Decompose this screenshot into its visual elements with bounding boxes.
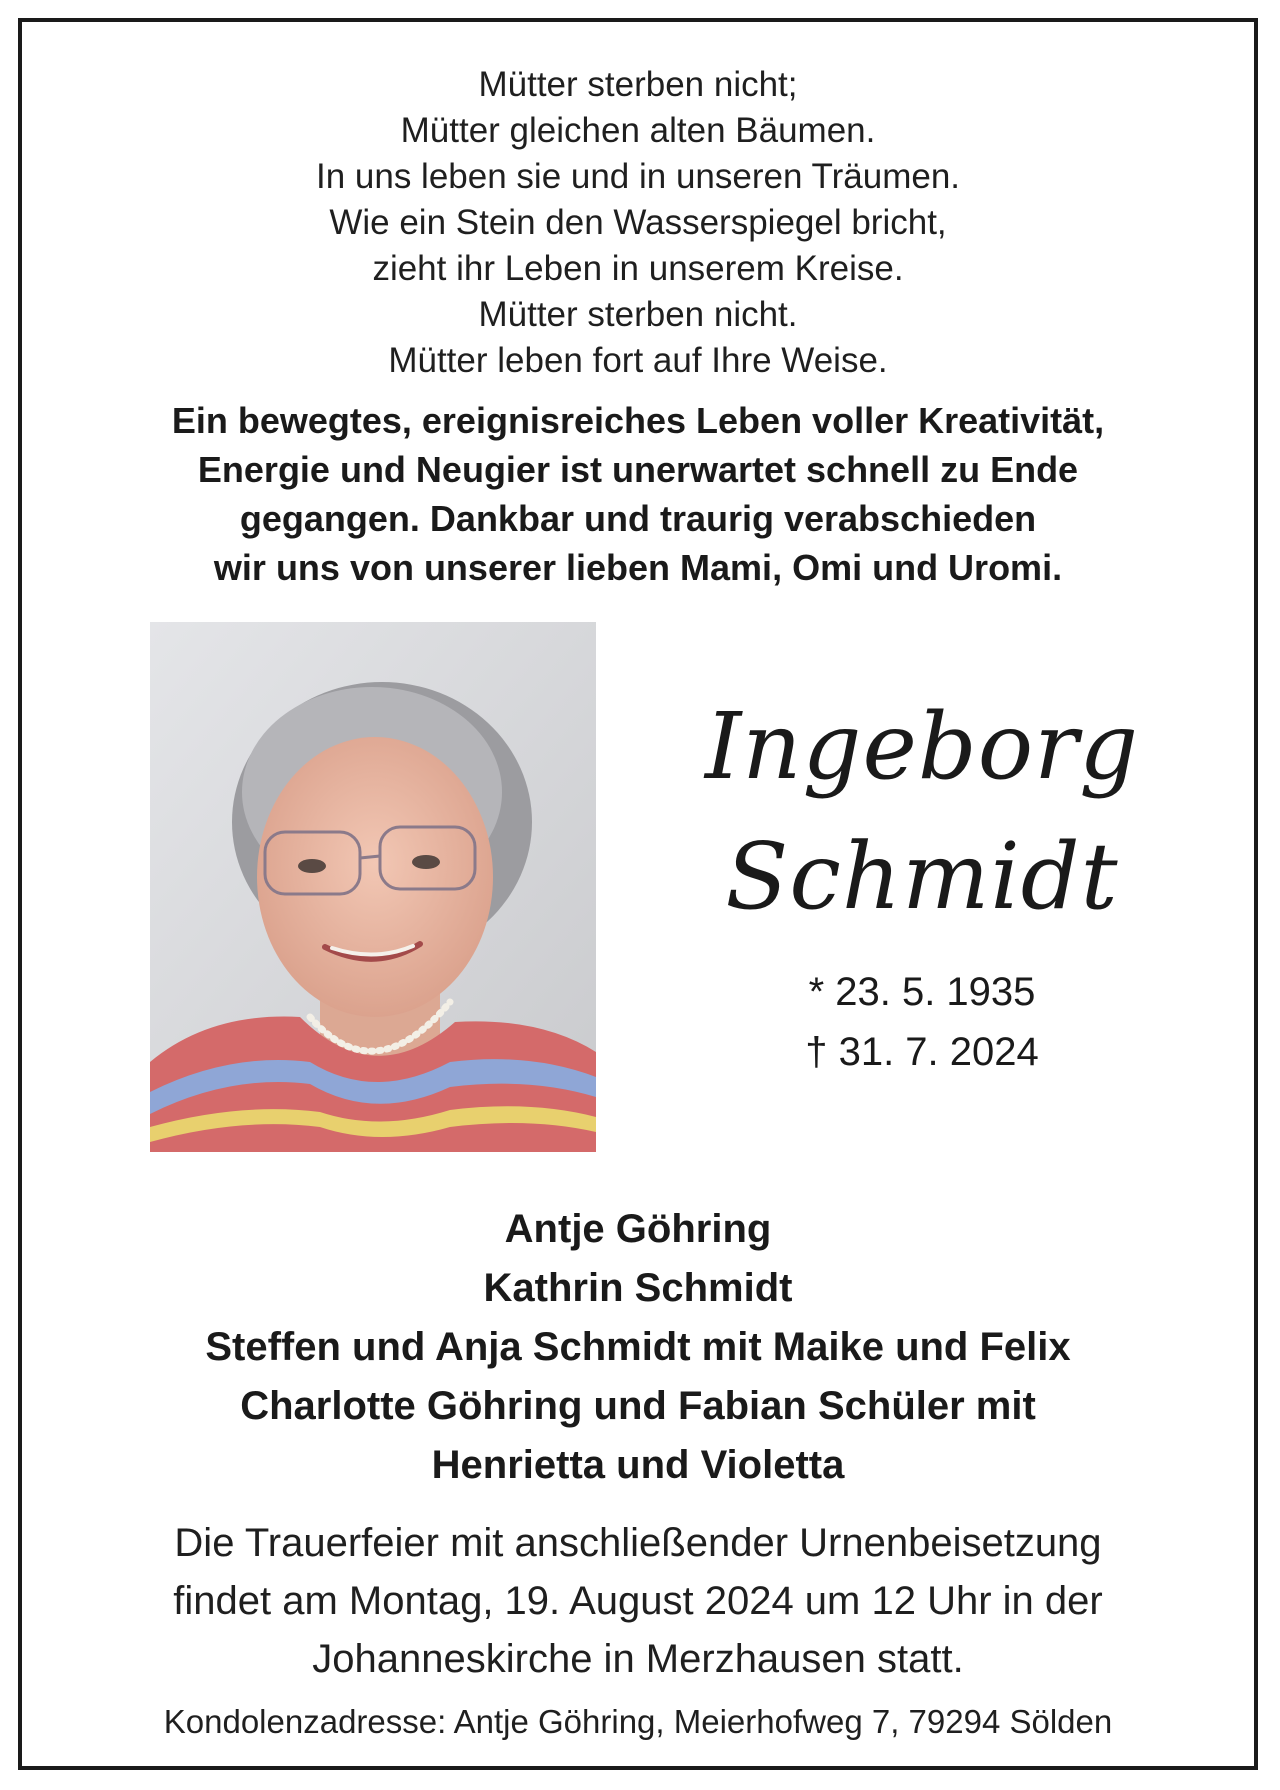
death-date: † 31. 7. 2024 [805, 1030, 1039, 1074]
intro-text [22, 396, 1254, 592]
poem-line: Mütter leben fort auf Ihre Weise. [388, 341, 888, 380]
family-line: Charlotte Göhring und Fabian Schüler mit [240, 1384, 1036, 1428]
poem-line: Mütter sterben nicht. [478, 295, 798, 334]
family-line: Antje Göhring [504, 1207, 772, 1251]
condolence-address: Kondolenzadresse: Antje Göhring, Meierhofweg 7, 79294 Sölden [163, 1703, 1113, 1740]
life-dates [662, 962, 1182, 1082]
service-line: Johanneskirche in Merzhausen statt. [312, 1637, 964, 1681]
birth-date: * 23. 5. 1935 [808, 970, 1036, 1014]
family-line: Henrietta und Violetta [431, 1443, 845, 1487]
intro-line: gegangen. Dankbar und traurig verabschieden [239, 498, 1037, 539]
intro-line: Ein bewegtes, ereignisreiches Leben voller Kreativität, [171, 400, 1105, 441]
poem-line: Mütter gleichen alten Bäumen. [400, 111, 876, 150]
funeral-service-info [22, 1514, 1254, 1688]
service-line: findet am Montag, 19. August 2024 um 12 Uhr in der [173, 1579, 1103, 1623]
family-line: Kathrin Schmidt [483, 1266, 793, 1310]
poem-line: In uns leben sie und in unseren Träumen. [315, 157, 961, 196]
poem [22, 62, 1254, 384]
poem-line: Mütter sterben nicht; [478, 65, 798, 104]
poem-line: zieht ihr Leben in unserem Kreise. [372, 249, 904, 288]
family-members [22, 1200, 1254, 1495]
intro-line: wir uns von unserer lieben Mami, Omi und Uromi. [213, 547, 1063, 588]
intro-line: Energie und Neugier ist unerwartet schnell zu Ende [197, 449, 1079, 490]
portrait-illustration [150, 622, 596, 1152]
portrait-photo [150, 622, 596, 1152]
poem-line: Wie ein Stein den Wasserspiegel bricht, [329, 203, 947, 242]
obituary-frame [18, 18, 1258, 1770]
last-name: Schmidt [725, 823, 1119, 930]
service-line: Die Trauerfeier mit anschließender Urnenbeisetzung [174, 1521, 1102, 1565]
first-name: Ingeborg [704, 693, 1140, 800]
deceased-name [662, 682, 1182, 942]
family-line: Steffen und Anja Schmidt mit Maike und Felix [205, 1325, 1071, 1369]
